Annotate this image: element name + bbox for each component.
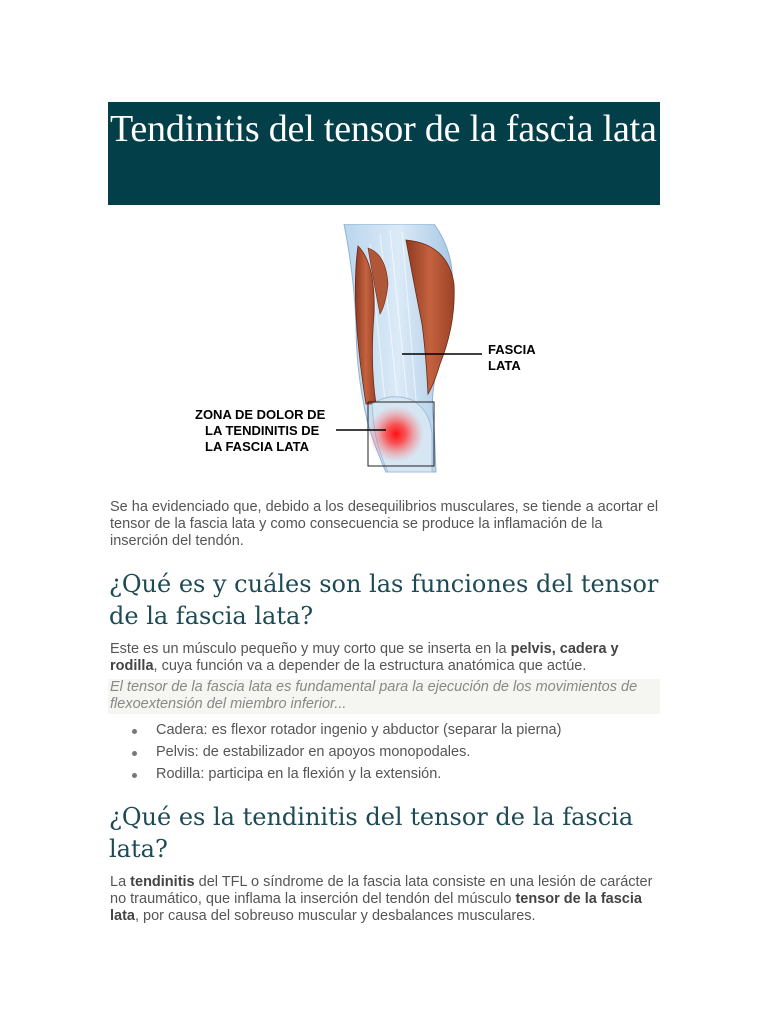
section1-text-start: Este es un músculo pequeño y muy corto que se inserta en la	[110, 641, 511, 657]
bullet-icon	[132, 729, 137, 734]
section2-heading: ¿Qué es la tendinitis del tensor de la fascia lata?	[109, 803, 634, 863]
list-item-text: Cadera: es flexor rotador ingenio y abductor (separar la pierna)	[156, 722, 562, 738]
list-item	[110, 722, 670, 739]
anatomy-figure	[190, 224, 550, 476]
section1-paragraph	[110, 641, 660, 675]
list-item	[110, 744, 670, 761]
section2-text-1: La	[110, 874, 131, 890]
list-item-text: Pelvis: de estabilizador en apoyos monopodales.	[156, 744, 471, 760]
label-fascia-line1: FASCIA	[488, 342, 536, 357]
section1-bold: pelvis, cadera y rodilla	[110, 641, 619, 674]
list-item-text: Rodilla: participa en la flexión y la extensión.	[156, 766, 442, 782]
section1-text-end: , cuya función va a depender de la estructura anatómica que actúe.	[153, 658, 587, 674]
section1-heading: ¿Qué es y cuáles son las funciones del tensor de la fascia lata?	[109, 570, 659, 630]
label-zona-line1: ZONA DE DOLOR DE	[195, 407, 326, 422]
section2-text-2: del TFL o síndrome de la fascia lata consiste en una lesión de carácter no traumático, que inflama la inserción del tendón del músculo	[110, 874, 653, 907]
intro-paragraph: Se ha evidenciado que, debido a los desequilibrios musculares, se tiende a acortar el tensor de la fascia lata y como consecuencia se produce la inflamación de la inserción del tendón.	[110, 499, 659, 549]
section2-paragraph	[110, 874, 660, 925]
list-item	[110, 766, 670, 783]
label-zona-line2: LA TENDINITIS DE	[205, 423, 320, 438]
section1-quote: El tensor de la fascia lata es fundamental para la ejecución de los movimientos de flexoextensión del miembro inferior...	[108, 679, 660, 714]
pain-zone-glow	[368, 406, 424, 462]
label-fascia-line2: LATA	[488, 358, 521, 373]
label-zona-line3: LA FASCIA LATA	[205, 439, 309, 454]
page-title: Tendinitis del tensor de la fascia lata	[110, 108, 657, 150]
bullet-icon	[132, 773, 137, 778]
title-banner	[108, 102, 660, 205]
section2-text-3: , por causa del sobreuso muscular y desbalances musculares.	[135, 908, 536, 924]
function-list	[110, 722, 670, 788]
bullet-icon	[132, 751, 137, 756]
thigh-illustration	[190, 224, 550, 476]
section2-bold-1: tendinitis	[130, 874, 195, 890]
section2-bold-2: tensor de la fascia lata	[110, 891, 642, 924]
